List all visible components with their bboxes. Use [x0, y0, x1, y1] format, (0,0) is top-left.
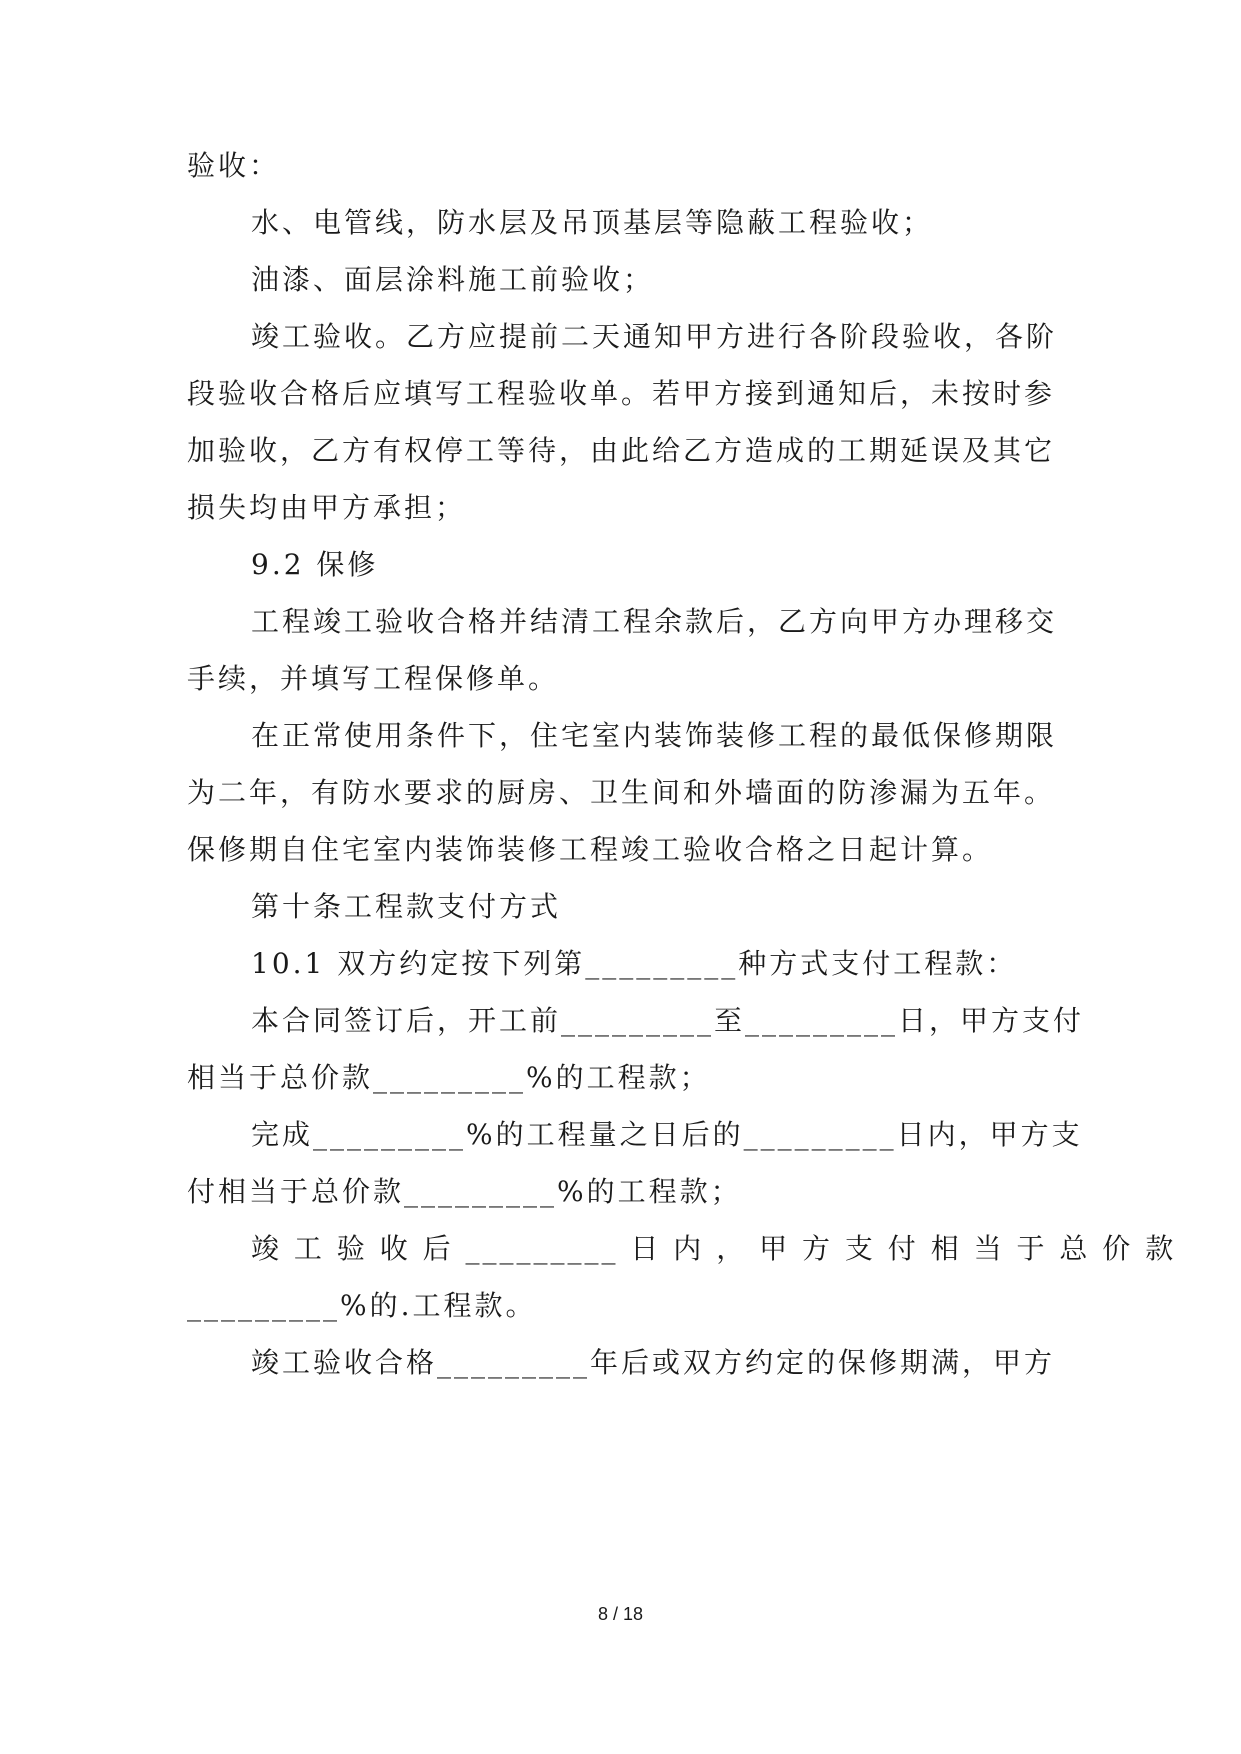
- paragraph-line: 段验收合格后应填写工程验收单。若甲方接到通知后，未按时参: [187, 377, 1056, 410]
- paragraph-line: 为二年，有防水要求的厨房、卫生间和外墙面的防渗漏为五年。: [187, 776, 1056, 809]
- paragraph-line: 完成_________%的工程量之日后的_________日内，甲方支: [251, 1118, 1083, 1151]
- paragraph-line: 竣工验收合格_________年后或双方约定的保修期满，甲方: [251, 1346, 1056, 1379]
- paragraph-line: 油漆、面层涂料施工前验收；: [251, 263, 655, 296]
- paragraph-line: 10.1 双方约定按下列第_________种方式支付工程款：: [251, 947, 1018, 980]
- paragraph-line: 付相当于总价款_________%的工程款；: [187, 1175, 742, 1208]
- paragraph-line: 竣 工 验 收 后 _________ 日 内 ， 甲 方 支 付 相 当 于 总 价 款: [251, 1232, 1177, 1265]
- paragraph-line: 竣工验收。乙方应提前二天通知甲方进行各阶段验收，各阶: [251, 320, 1058, 353]
- paragraph-line: 相当于总价款_________%的工程款；: [187, 1061, 711, 1094]
- paragraph-line: 验收：: [187, 149, 281, 182]
- paragraph-line: 水、电管线，防水层及吊顶基层等隐蔽工程验收；: [251, 206, 934, 239]
- paragraph-line: _________%的.工程款。: [187, 1289, 537, 1322]
- section-heading: 9.2 保修: [251, 548, 379, 581]
- paragraph-line: 保修期自住宅室内装饰装修工程竣工验收合格之日起计算。: [187, 833, 994, 866]
- paragraph-line: 损失均由甲方承担；: [187, 491, 467, 524]
- page-number: 8 / 18: [597, 1604, 644, 1624]
- paragraph-line: 加验收，乙方有权停工等待，由此给乙方造成的工期延误及其它: [187, 434, 1056, 467]
- section-heading: 第十条工程款支付方式: [251, 890, 562, 923]
- paragraph-line: 工程竣工验收合格并结清工程余款后，乙方向甲方办理移交: [251, 605, 1058, 638]
- paragraph-line: 在正常使用条件下，住宅室内装饰装修工程的最低保修期限: [251, 719, 1058, 752]
- paragraph-line: 本合同签订后，开工前_________至_________日，甲方支付: [251, 1004, 1085, 1037]
- paragraph-line: 手续，并填写工程保修单。: [187, 662, 560, 695]
